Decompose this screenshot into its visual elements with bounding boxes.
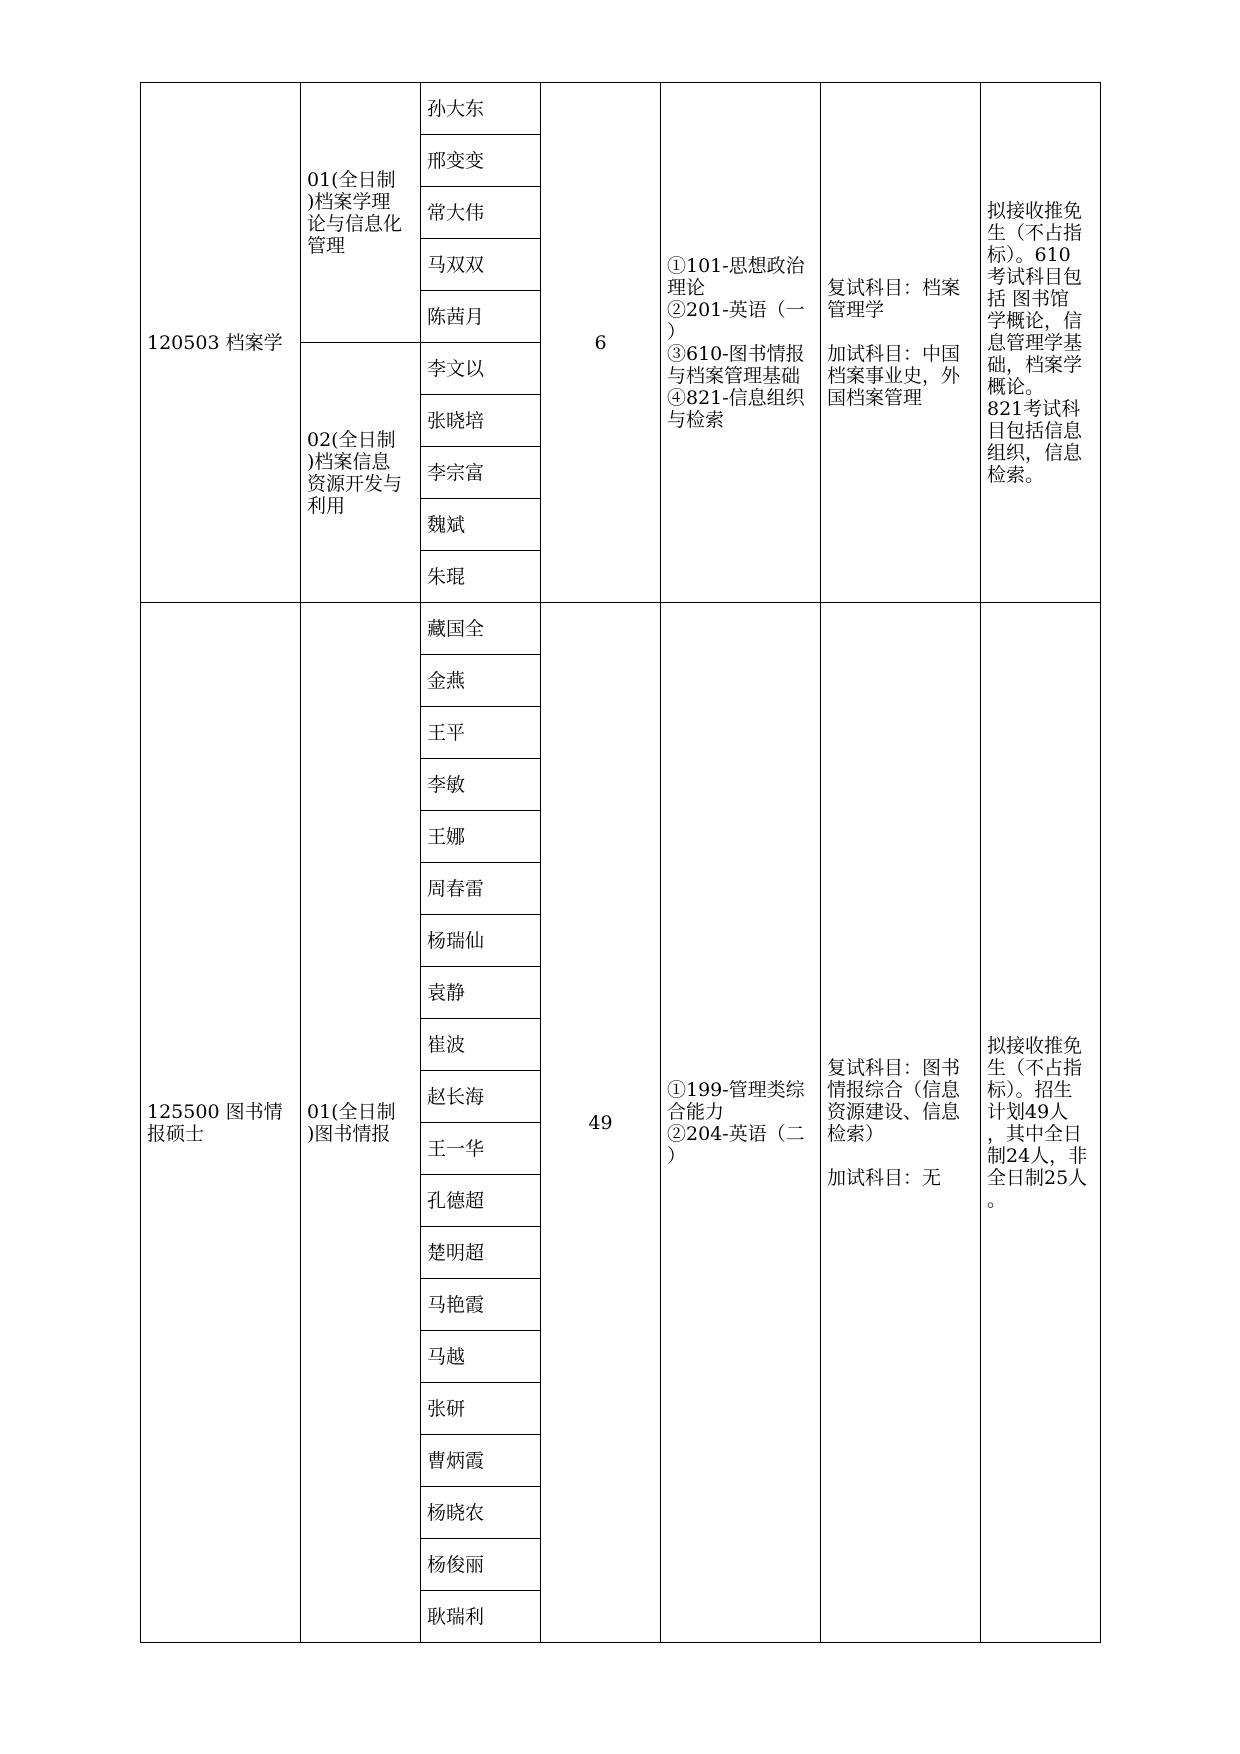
extra-subjects-text: 加试科目：无 — [827, 1166, 942, 1189]
supervisor-cell: 马双双 — [421, 239, 541, 291]
supervisor-cell: 王娜 — [421, 811, 541, 863]
supervisor-cell: 藏国全 — [421, 603, 541, 655]
supervisor-cell: 王平 — [421, 707, 541, 759]
major-cell: 120503 档案学 — [141, 83, 301, 603]
table-body — [141, 83, 1101, 1643]
major-cell: 125500 图书情 报硕士 — [141, 603, 301, 1643]
quota-cell: 6 — [541, 83, 661, 603]
retest-cell — [821, 83, 981, 603]
table-row — [141, 603, 1101, 655]
supervisor-cell: 孙大东 — [421, 83, 541, 135]
supervisor-cell: 杨晓农 — [421, 1487, 541, 1539]
admission-table — [140, 82, 1101, 1643]
direction-cell: 01(全日制 )图书情报 — [301, 603, 421, 1643]
supervisor-cell: 金燕 — [421, 655, 541, 707]
supervisor-cell: 杨瑞仙 — [421, 915, 541, 967]
supervisor-cell: 朱琨 — [421, 551, 541, 603]
supervisor-cell: 王一华 — [421, 1123, 541, 1175]
quota-cell: 49 — [541, 603, 661, 1643]
supervisor-cell: 张研 — [421, 1383, 541, 1435]
supervisor-cell: 杨俊丽 — [421, 1539, 541, 1591]
supervisor-cell: 楚明超 — [421, 1227, 541, 1279]
direction-cell: 02(全日制 )档案信息 资源开发与 利用 — [301, 343, 421, 603]
supervisor-cell: 陈茜月 — [421, 291, 541, 343]
supervisor-cell: 耿瑞利 — [421, 1591, 541, 1643]
supervisor-cell: 张晓培 — [421, 395, 541, 447]
supervisor-cell: 袁静 — [421, 967, 541, 1019]
retest-cell — [821, 603, 981, 1643]
exam-subjects-cell: ①101-思想政治 理论 ②201-英语（一 ） ③610-图书情报 与档案管理基础 ④821-信息组织 与检索 — [661, 83, 821, 603]
supervisor-cell: 魏斌 — [421, 499, 541, 551]
supervisor-cell: 李敏 — [421, 759, 541, 811]
supervisor-cell: 李宗富 — [421, 447, 541, 499]
remarks-cell: 拟接收推免 生（不占指 标）。610 考试科目包 括 图书馆 学概论，信 息管理学基 础，档案学 概论。 821考试科 目包括信息 组织，信息 检索。 — [981, 83, 1101, 603]
supervisor-cell: 曹炳霞 — [421, 1435, 541, 1487]
supervisor-cell: 赵长海 — [421, 1071, 541, 1123]
supervisor-cell: 周春雷 — [421, 863, 541, 915]
supervisor-cell: 崔波 — [421, 1019, 541, 1071]
table-row — [141, 83, 1101, 135]
remarks-cell: 拟接收推免 生（不占指 标）。招生 计划49人 ，其中全日 制24人，非 全日制25人 。 — [981, 603, 1101, 1643]
supervisor-cell: 邢变变 — [421, 135, 541, 187]
exam-subjects-cell: ①199-管理类综 合能力 ②204-英语（二 ） — [661, 603, 821, 1643]
retest-subjects-text: 复试科目：图书 情报综合（信息 资源建设、信息 检索） — [827, 1056, 961, 1145]
supervisor-cell: 孔德超 — [421, 1175, 541, 1227]
supervisor-cell: 李文以 — [421, 343, 541, 395]
extra-subjects-text: 加试科目：中国 档案事业史，外 国档案管理 — [827, 342, 961, 409]
direction-cell: 01(全日制 )档案学理 论与信息化 管理 — [301, 83, 421, 343]
supervisor-cell: 马艳霞 — [421, 1279, 541, 1331]
retest-subjects-text: 复试科目：档案 管理学 — [827, 276, 961, 321]
supervisor-cell: 常大伟 — [421, 187, 541, 239]
supervisor-cell: 马越 — [421, 1331, 541, 1383]
